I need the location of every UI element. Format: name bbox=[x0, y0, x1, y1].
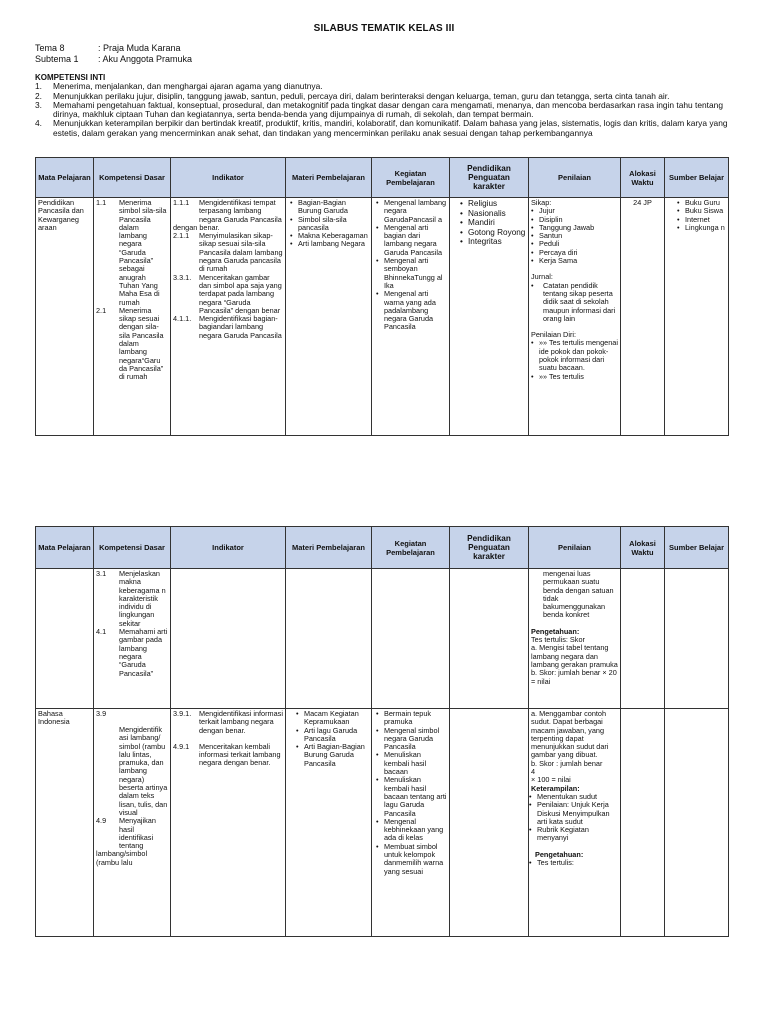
materi-cell bbox=[286, 569, 372, 709]
penilaian-line: Tes tertulis: Skor bbox=[531, 635, 585, 645]
list-item: • Menentukan sudut bbox=[537, 793, 618, 801]
list-item: • Menuliskan kembali hasil bacaan bbox=[384, 751, 447, 776]
indikator-num: 4.9.1 bbox=[173, 741, 190, 751]
list-item: • Arti lagu Garuda Pancasila bbox=[304, 727, 369, 744]
col-header-penilaian: Penilaian bbox=[529, 527, 621, 569]
list-item: • Internet bbox=[685, 216, 726, 224]
list-item: • Percaya diri bbox=[539, 249, 618, 257]
col-header-kd: Kompetensi Dasar bbox=[94, 527, 171, 569]
list-item: • Tes tertulis: bbox=[537, 859, 618, 867]
list-item: • Catatan pendidik tentang sikap peserta didik saat di sekolah maupun informasi dari orang lain bbox=[539, 282, 618, 323]
kd-text: Menyajikan hasil identifikasi tentang bbox=[119, 816, 156, 851]
list-item: • Macam Kegiatan Kepramukaan bbox=[304, 710, 369, 727]
indikator-text: Menceritakan kembali informasi terkait lambang negara dengan benar. bbox=[199, 741, 281, 768]
penilaian-line: a. Menggambar contoh sudut. Dapat berbagai macam jawaban, yang terpenting dapat menunjukkan sudut dari gambar yang dibuat. bbox=[531, 709, 609, 760]
list-item: • Membuat simbol untuk kelompok danmemilih warna yang sesuai bbox=[384, 843, 447, 876]
theme-info bbox=[35, 43, 192, 65]
list-item: • Mengenal arti bagian dari lambang negara Garuda Pancasila bbox=[384, 224, 447, 257]
ki-heading: KOMPETENSI INTI bbox=[35, 73, 106, 82]
karakter-cell bbox=[450, 198, 529, 436]
penilaian-line: 4 bbox=[531, 767, 536, 777]
list-item: • Rubrik Kegiatan menyanyi bbox=[537, 826, 618, 843]
list-item: • Menuliskan kembali hasil bacaan tentang arti lagu Garuda Pancasila bbox=[384, 776, 447, 817]
kd-num: 1.1 bbox=[96, 198, 107, 207]
indikator-text: Menyimulasikan sikap-sikap sesuai sila-sila Pancasila dalam lambang negara Garuda pancasila di rumah bbox=[199, 231, 283, 274]
list-item: • Arti lambang Negara bbox=[298, 240, 369, 248]
list-item: • Mengenal arti semboyan BhinnekaTungg al Ika bbox=[384, 257, 447, 290]
col-header-kd: Kompetensi Dasar bbox=[94, 158, 171, 198]
kegiatan-cell bbox=[372, 198, 450, 436]
list-item: • Nasionalis bbox=[468, 209, 526, 219]
ki-num: 4. bbox=[35, 118, 42, 129]
penilaian-line: b. Skor : jumlah benar bbox=[531, 758, 603, 768]
list-item: • Penilaian: Unjuk Kerja Diskusi Menyimpulkan arti kata sudut bbox=[537, 801, 618, 826]
subtema-label: Subtema 1 bbox=[35, 54, 79, 64]
tema-label: Tema 8 bbox=[35, 43, 65, 53]
kd-text: Menerima simbol sila-sila Pancasila dalam lambang negara “Garuda Pancasila” sebagai anugrah Tuhan Yang Maha Esa di rumah bbox=[119, 198, 167, 307]
indikator-cell bbox=[171, 569, 286, 709]
mapel-cell bbox=[36, 569, 94, 709]
list-item: • Makna Keberagaman bbox=[298, 232, 369, 240]
list-item: • Bermain tepuk pramuka bbox=[384, 710, 447, 727]
ki-num: 3. bbox=[35, 99, 42, 110]
ki-item bbox=[35, 119, 740, 138]
col-header-kegiatan: Kegiatan Pembelajaran bbox=[372, 527, 450, 569]
indikator-cell bbox=[171, 198, 286, 436]
indikator-text: Menceritakan gambar dan simbol apa saja yang terdapat pada lambang negara “Garuda Pancasila” dengan benar bbox=[199, 272, 282, 315]
kd-tail: lambang/simbol (rambu lalu bbox=[96, 849, 148, 867]
list-item: • Mengenal simbol negara Garuda Pancasila bbox=[384, 727, 447, 752]
jurnal-heading: Jurnal: bbox=[531, 272, 553, 282]
list-item: • Peduli bbox=[539, 240, 618, 248]
ki-text: Menunjukkan keterampilan berpikir dan bertindak kreatif, produktif, kritis, mandiri, kolaboratif, dan komunikatif. Dalam bahasa yang jelas, sistematis, logis dan kritis, dalam karya yang estetis, dalam gerakan yang mencerminkan anak sehat, dan tindakan yang mencerminkan perilaku anak sesuai dengan tahap perkembangannya bbox=[53, 118, 728, 138]
penilaian-cell bbox=[529, 569, 621, 709]
ki-text: Memahami pengetahuan faktual, konseptual, prosedural, dan metakognitif pada tingkat dasar dengan cara mengamati, menanya, dan mencoba berdasarkan rasa ingin tahu tentang dirinya, makhluk ciptaan Tuhan dan kegiatannya, serta benda-benda yang dijumpainya di rumah, di sekolah, dan tempat bermain. bbox=[53, 99, 723, 120]
list-item: • Buku Siswa bbox=[685, 207, 726, 215]
indikator-num: 1.1.1 bbox=[173, 198, 190, 207]
list-item: • Religius bbox=[468, 199, 526, 209]
col-header-materi: Materi Pembelajaran bbox=[286, 158, 372, 198]
penilaian-text: mengenai luas permukaan suatu benda dengan satuan tidak bakumenggunakan benda konkret bbox=[543, 569, 614, 620]
kd-text: Mengidentifik asi lambang/ simbol (rambu lalu lintas, pramuka, dan lambang negara) beserta artinya dalam teks lisan, tulis, dan visual bbox=[119, 725, 168, 817]
penilaian-line: × 100 = nilai bbox=[531, 775, 571, 785]
col-header-kegiatan: Kegiatan Pembelajaran bbox=[372, 158, 450, 198]
kd-num: 3.1 bbox=[96, 569, 107, 578]
ki-text: Menerima, menjalankan, dan menghargai ajaran agama yang dianutnya. bbox=[53, 81, 323, 92]
kd-num: 2.1 bbox=[96, 305, 107, 315]
list-item: • Gotong Royong bbox=[468, 228, 526, 238]
kegiatan-cell bbox=[372, 569, 450, 709]
list-item: • Mengenal lambang negara GarudaPancasil a bbox=[384, 199, 447, 224]
penilaian-diri-heading: Penilaian Diri: bbox=[531, 330, 577, 340]
alokasi-cell: 24 JP bbox=[621, 198, 665, 436]
ki-num: 1. bbox=[35, 81, 42, 92]
list-item: • Lingkunga n bbox=[685, 224, 726, 232]
penilaian-cell bbox=[529, 198, 621, 436]
page-title: SILABUS TEMATIK KELAS III bbox=[313, 23, 455, 34]
kd-text: Menjelaskan makna keberagama n karakteristik individu di lingkungan sekitar bbox=[119, 569, 166, 628]
table-row bbox=[36, 709, 729, 937]
indikator-text: Mengidentifikasi tempat terpasang lambang negara Garuda Pancasila bbox=[199, 198, 282, 224]
list-item: • Tanggung Jawab bbox=[539, 224, 618, 232]
col-header-mapel: Mata Pelajaran bbox=[36, 158, 94, 198]
materi-cell bbox=[286, 198, 372, 436]
mapel-cell: Pendidikan Pancasila dan Kewarganeg araan bbox=[36, 198, 94, 436]
keterampilan-heading: Keterampilan: bbox=[531, 783, 580, 793]
indikator-cell bbox=[171, 709, 286, 937]
syllabus-table-2 bbox=[35, 526, 729, 937]
col-header-pendidikan: Pendidikan Penguatan karakter bbox=[450, 158, 529, 198]
indikator-tail: dengan benar. bbox=[173, 222, 220, 232]
table-row bbox=[36, 569, 729, 709]
karakter-cell bbox=[450, 709, 529, 937]
col-header-penilaian: Penilaian bbox=[529, 158, 621, 198]
col-header-alokasi: Alokasi Waktu bbox=[621, 158, 665, 198]
sumber-cell bbox=[665, 709, 729, 937]
indikator-text: Mengidentifikasi informasi terkait lambang negara dengan benar. bbox=[199, 709, 283, 735]
list-item: • Buku Guru bbox=[685, 199, 726, 207]
list-item: • »» Tes tertulis bbox=[539, 373, 618, 381]
karakter-cell bbox=[450, 569, 529, 709]
list-item: • Santun bbox=[539, 232, 618, 240]
list-item: • Mengenal kebhinekaan yang ada di kelas bbox=[384, 818, 447, 843]
list-item: • Simbol sila-sila pancasila bbox=[298, 216, 369, 233]
kd-text: Menerima sikap sesuai dengan sila-sila Pancasila dalam lambang negara“Garu da Pancasila” di rumah bbox=[119, 305, 164, 382]
indikator-num: 2.1.1 bbox=[173, 231, 190, 241]
list-item: • Mengenal arti warna yang ada padalambang negara Garuda Pancasila bbox=[384, 290, 447, 331]
kd-num: 4.9 bbox=[96, 816, 107, 826]
tema-value: : Praja Muda Karana bbox=[98, 43, 181, 53]
indikator-text: Mengidentifikasi bagian-bagiandari lambang negara Garuda Pancasila bbox=[199, 314, 282, 340]
table-row bbox=[36, 198, 729, 436]
col-header-sumber: Sumber Belajar bbox=[665, 158, 729, 198]
indikator-num: 4.1.1. bbox=[173, 314, 192, 324]
list-item: • Integritas bbox=[468, 237, 526, 247]
pengetahuan-heading: Pengetahuan: bbox=[531, 626, 580, 636]
sumber-cell bbox=[665, 198, 729, 436]
kompetensi-inti bbox=[35, 73, 740, 138]
col-header-materi: Materi Pembelajaran bbox=[286, 527, 372, 569]
kd-cell bbox=[94, 569, 171, 709]
list-item: • Arti Bagian-Bagian Burung Garuda Pancasila bbox=[304, 743, 369, 768]
ki-text: Menunjukkan perilaku jujur, disiplin, tanggung jawab, santun, peduli, percaya diri, dalam berinteraksi dengan keluarga, teman, guru dan tetangga, serta cinta tanah air. bbox=[53, 90, 670, 101]
alokasi-cell bbox=[621, 569, 665, 709]
syllabus-table-1 bbox=[35, 157, 729, 436]
indikator-num: 3.3.1. bbox=[173, 272, 192, 282]
col-header-alokasi: Alokasi Waktu bbox=[621, 527, 665, 569]
col-header-pendidikan: Pendidikan Penguatan karakter bbox=[450, 527, 529, 569]
kd-cell bbox=[94, 198, 171, 436]
col-header-mapel: Mata Pelajaran bbox=[36, 527, 94, 569]
kd-num: 3.9 bbox=[96, 709, 107, 718]
list-item: • Jujur bbox=[539, 207, 618, 215]
list-item: • Kerja Sama bbox=[539, 257, 618, 265]
pengetahuan-heading: Pengetahuan: bbox=[535, 849, 584, 859]
materi-cell bbox=[286, 709, 372, 937]
penilaian-line: a. Mengisi tabel tentang lambang negara dan lambang gerakan pramuka bbox=[531, 643, 618, 669]
kd-num: 4.1 bbox=[96, 627, 107, 637]
col-header-indikator: Indikator bbox=[171, 527, 286, 569]
alokasi-cell bbox=[621, 709, 665, 937]
subtema-value: : Aku Anggota Pramuka bbox=[98, 54, 193, 64]
sumber-cell bbox=[665, 569, 729, 709]
kd-cell bbox=[94, 709, 171, 937]
kegiatan-cell bbox=[372, 709, 450, 937]
list-item: • Mandiri bbox=[468, 218, 526, 228]
ki-item bbox=[35, 101, 740, 120]
mapel-cell: Bahasa Indonesia bbox=[36, 709, 94, 937]
indikator-num: 3.9.1. bbox=[173, 709, 192, 718]
list-item: • Disiplin bbox=[539, 216, 618, 224]
col-header-sumber: Sumber Belajar bbox=[665, 527, 729, 569]
col-header-indikator: Indikator bbox=[171, 158, 286, 198]
list-item: • »» Tes tertulis mengenai ide pokok dan pokok-pokok informasi dari suatu bacaan. bbox=[539, 339, 618, 372]
sikap-heading: Sikap: bbox=[531, 198, 552, 207]
kd-text: Memahami arti gambar pada lambang negara “Garuda Pancasila” bbox=[119, 627, 168, 678]
penilaian-line: b. Skor: jumlah benar × 20 = nilai bbox=[531, 668, 617, 686]
penilaian-cell bbox=[529, 709, 621, 937]
list-item: • Bagian-Bagian Burung Garuda bbox=[298, 199, 369, 216]
ki-num: 2. bbox=[35, 90, 42, 101]
